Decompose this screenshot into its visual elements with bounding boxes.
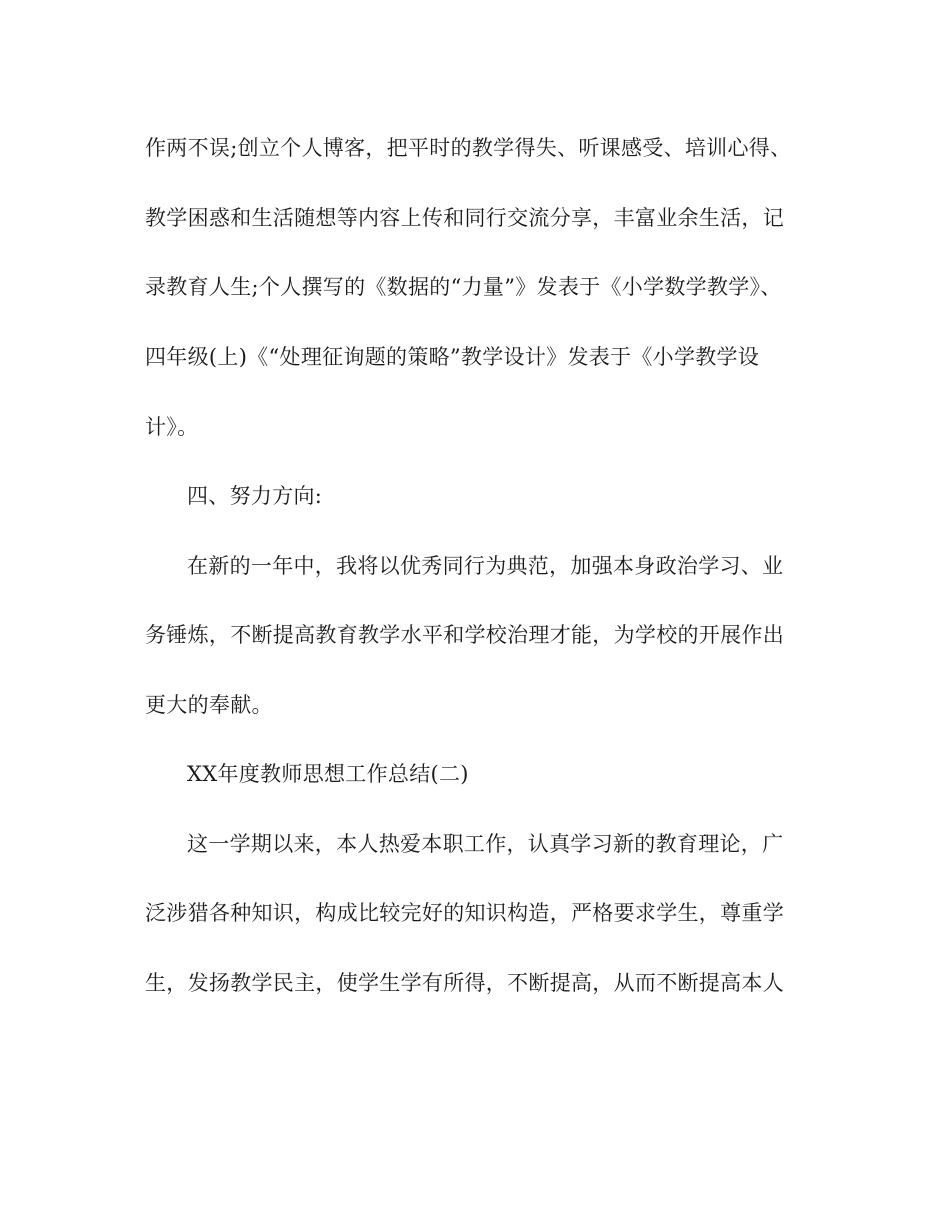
- paragraph-line: 更大的奉献。: [145, 693, 273, 717]
- paragraph-line: 教学困惑和生活随想等内容上传和同行交流分享，丰富业余生活，记: [145, 206, 784, 230]
- paragraph-line: 泛涉猎各种知识，构成比较完好的知识构造，严格要求学生，尊重学: [145, 901, 784, 925]
- document-subtitle: XX年度教师思想工作总结(二): [187, 762, 469, 786]
- paragraph-line: 四年级(上)《“处理征询题的策略”教学设计》发表于《小学教学设: [145, 345, 760, 369]
- paragraph-line: 务锤炼，不断提高教育教学水平和学校治理才能，为学校的开展作出: [145, 623, 784, 647]
- section-heading: 四、努力方向:: [187, 484, 323, 508]
- paragraph-line: 录教育人生;个人撰写的《数据的“力量”》发表于《小学数学教学》、: [145, 275, 782, 299]
- paragraph-line: 计》。: [145, 415, 199, 439]
- paragraph-line: 生，发扬教学民主，使学生学有所得，不断提高，从而不断提高本人: [145, 971, 784, 995]
- paragraph-line: 这一学期以来，本人热爱本职工作，认真学习新的教育理论，广: [187, 832, 784, 856]
- paragraph-line: 在新的一年中，我将以优秀同行为典范，加强本身政治学习、业: [187, 554, 784, 578]
- paragraph-line: 作两不误;创立个人博客，把平时的教学得失、听课感受、培训心得、: [145, 136, 792, 160]
